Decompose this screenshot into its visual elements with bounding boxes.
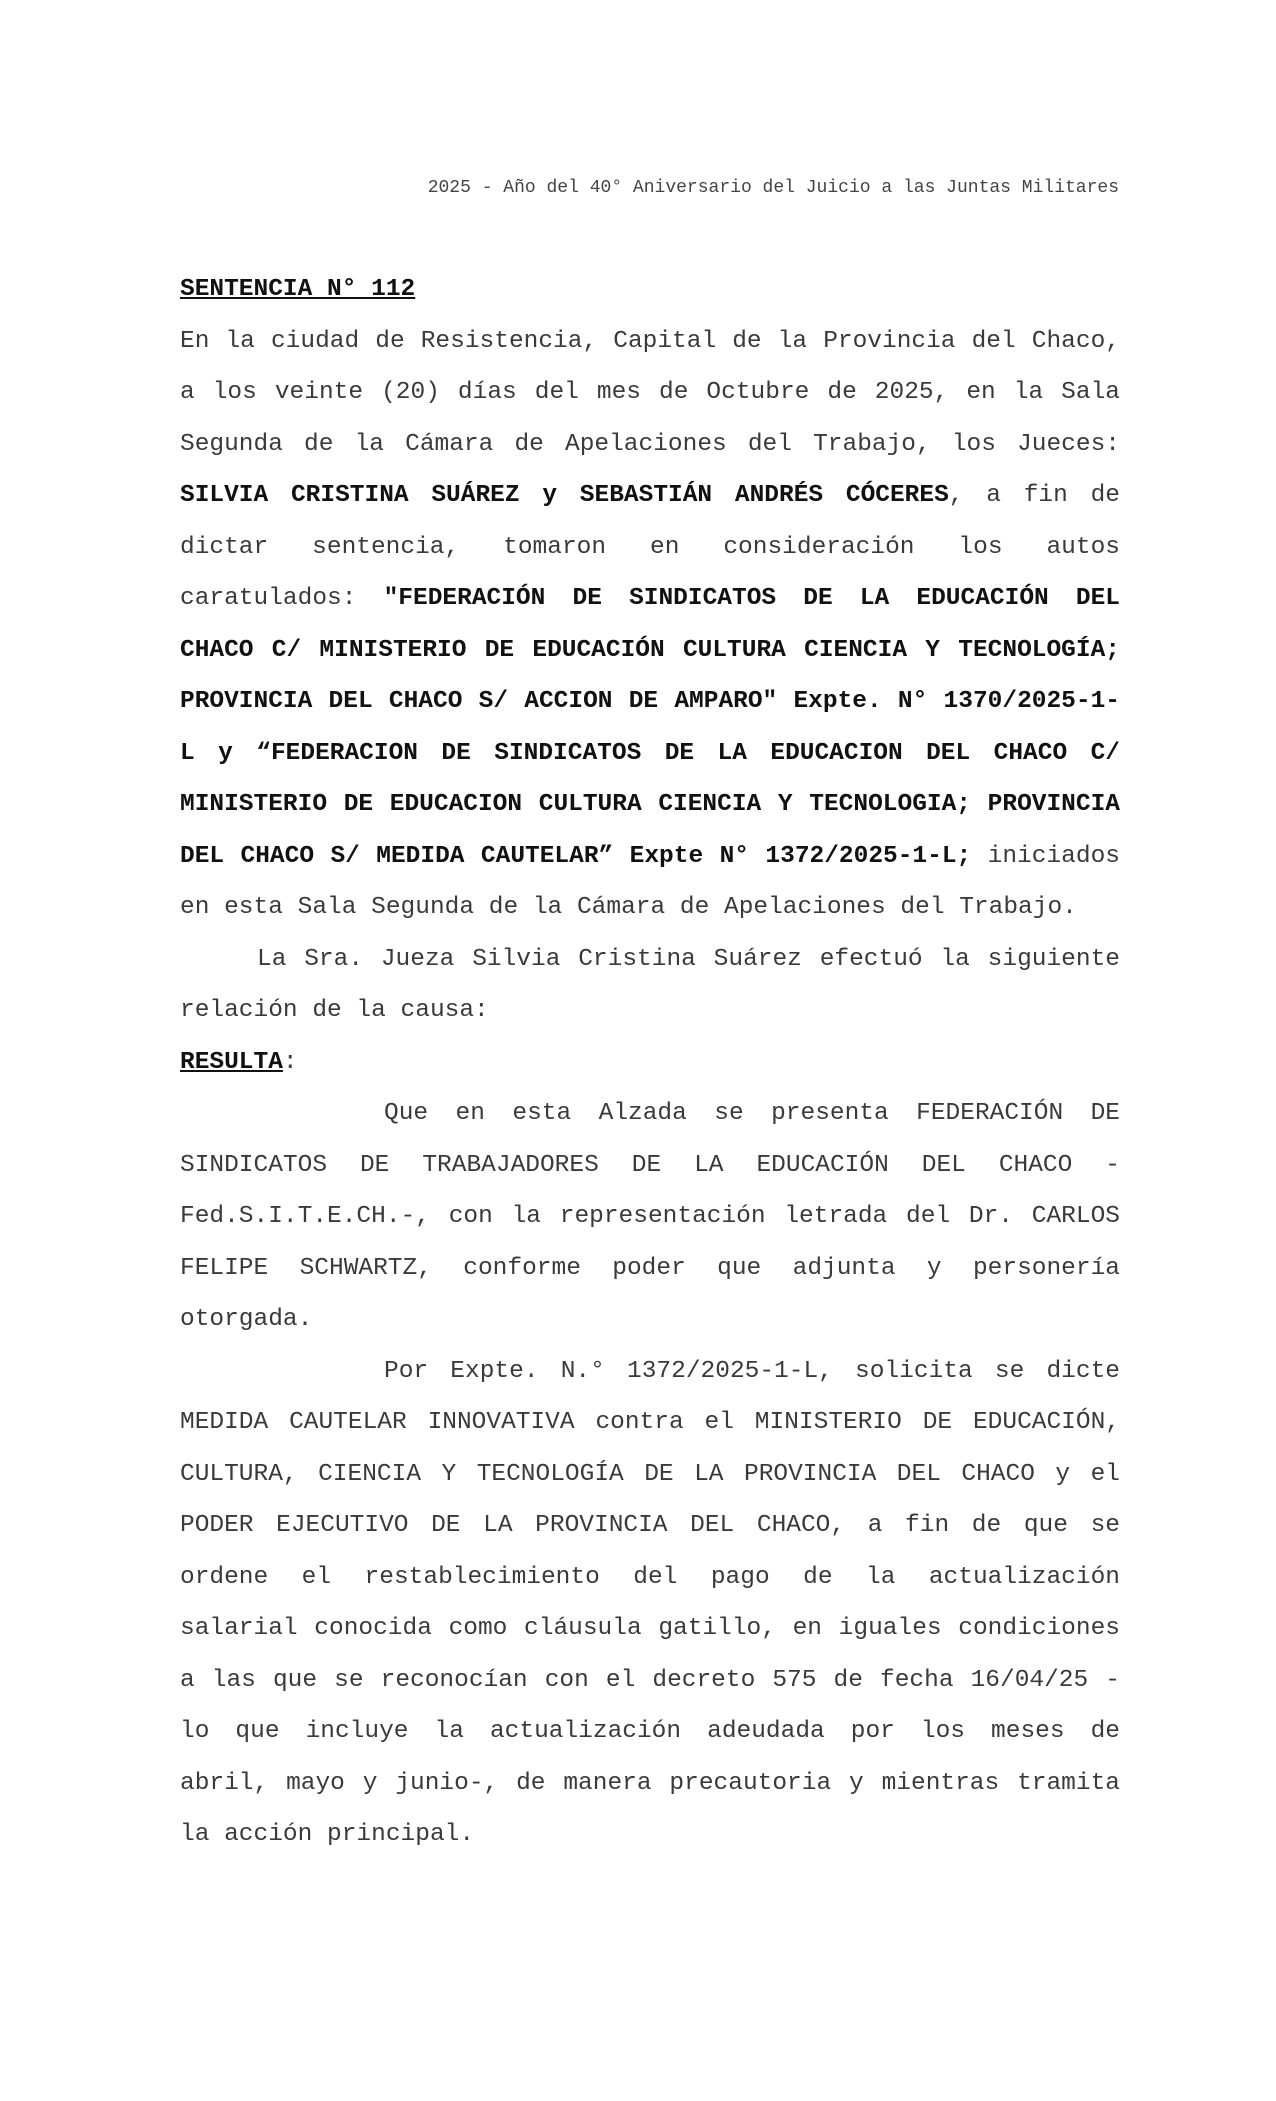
resulta-colon: : [282, 1048, 298, 1076]
relation-paragraph: La Sra. Jueza Silvia Cristina Suárez efectuó la siguiente relación de la causa: [180, 945, 1120, 1024]
intro-text-2: , a fin de dictar sentencia, tomaron en consideración los autos caratulados: [180, 482, 1121, 612]
resulta-label: RESULTA [180, 1048, 283, 1076]
year-header-note: 2025 - Año del 40° Aniversario del Juicio a las Juntas Militares [427, 178, 1119, 198]
intro-paragraph [180, 316, 1120, 934]
intro-text-3: iniciados en esta Sala Segunda de la Cámara de Apelaciones del Trabajo. [180, 842, 1120, 921]
document-body [180, 264, 1120, 1861]
request-paragraph: Por Expte. N.° 1372/2025-1-L, solicita se dicte MEDIDA CAUTELAR INNOVATIVA contra el MINISTERIO DE EDUCACIÓN, CULTURA, CIENCIA Y TECNOLOGÍA DE LA PROVINCIA DEL CHACO y el PODER EJECUTIVO DE LA PROVINCIA DEL CHACO, a fin de que se ordene el restablecimiento del pago de la actualización salarial conocida como cláusula gatillo, en iguales condiciones a las que se reconocían con el decreto 575 de fecha 16/04/25 -lo que incluye la actualización adeudada por los meses de abril, mayo y junio-, de manera precautoria y mientras tramita la acción principal. [180, 1357, 1120, 1848]
sentence-title-paragraph [180, 264, 1120, 316]
sentence-title: SENTENCIA N° 112 [180, 276, 416, 303]
case-titles: "FEDERACIÓN DE SINDICATOS DE LA EDUCACIÓN DEL CHACO C/ MINISTERIO DE EDUCACIÓN CULTURA CIENCIA Y TECNOLOGÍA; PROVINCIA DEL CHACO S/ ACCION DE AMPARO" Expte. N° 1370/2025-1-L y “FEDERACION DE SINDICATOS DE LA EDUCACION DEL CHACO C/ MINISTERIO DE EDUCACION CULTURA CIENCIA Y TECNOLOGIA; PROVINCIA DEL CHACO S/ MEDIDA CAUTELAR” Expte N° 1372/2025-1-L; [180, 585, 1121, 870]
judges-names: SILVIA CRISTINA SUÁREZ y SEBASTIÁN ANDRÉS CÓCERES [180, 482, 949, 509]
resulta-heading [180, 1037, 1120, 1089]
presentation-paragraph: Que en esta Alzada se presenta FEDERACIÓN DE SINDICATOS DE TRABAJADORES DE LA EDUCACIÓN DEL CHACO -Fed.S.I.T.E.CH.-, con la representación letrada del Dr. CARLOS FELIPE SCHWARTZ, conforme poder que adjunta y personería otorgada. [180, 1100, 1120, 1333]
intro-text-1: En la ciudad de Resistencia, Capital de la Provincia del Chaco, a los veinte (20) días del mes de Octubre de 2025, en la Sala Segunda de la Cámara de Apelaciones del Trabajo, los Jueces: [180, 327, 1120, 458]
